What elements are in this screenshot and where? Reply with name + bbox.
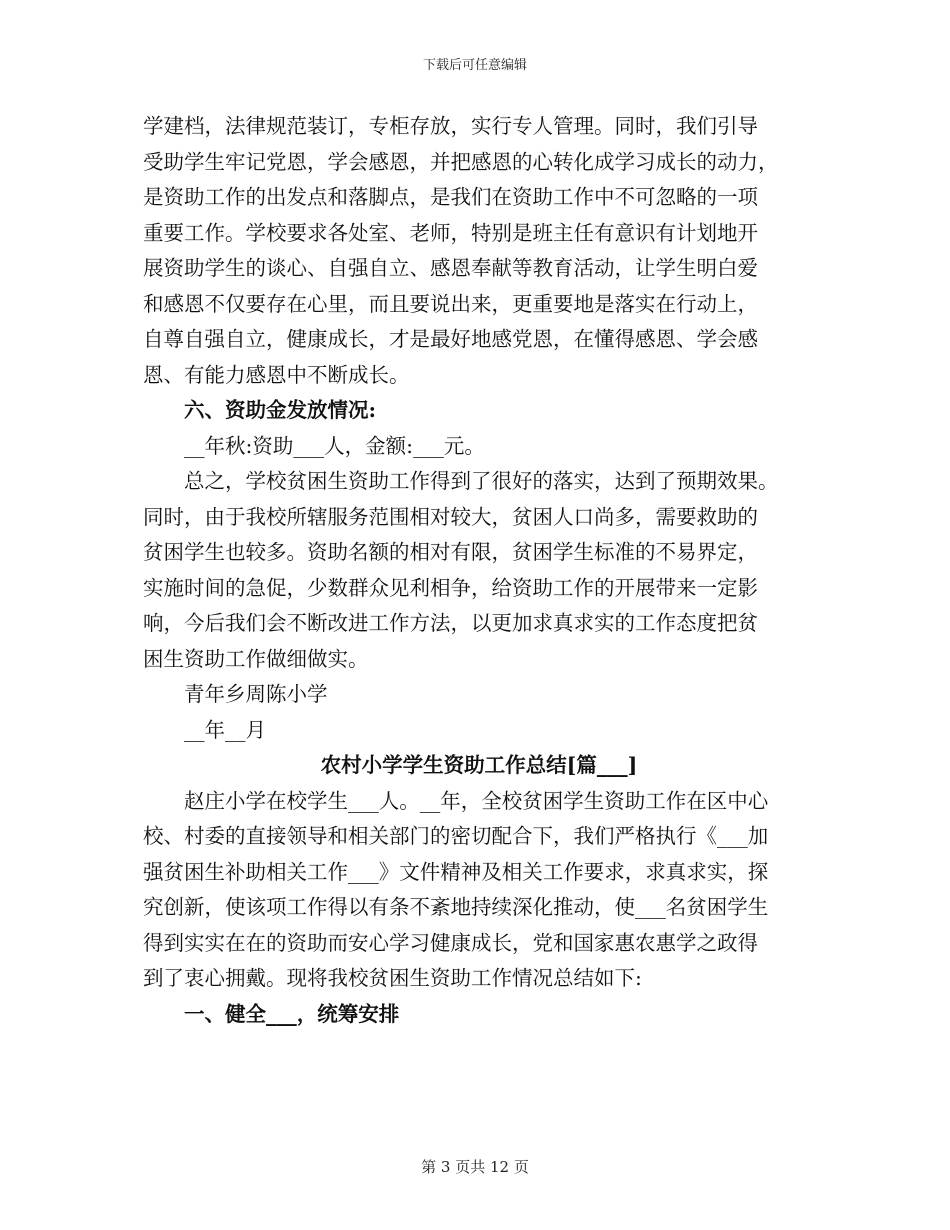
body-line: 同时，由于我校所辖服务范围相对较大，贫困人口尚多，需要救助的 — [143, 504, 758, 529]
section-heading: 六、资助金发放情况: — [184, 398, 377, 422]
body-line: 重要工作。学校要求各处室、老师，特别是班主任有意识有计划地开 — [143, 220, 758, 245]
document-body — [143, 109, 815, 1032]
section-heading: 一、健全___，统筹安排 — [184, 1001, 400, 1026]
document-title: 农村小学学生资助工作总结[篇___] — [320, 753, 638, 777]
body-line: 响，今后我们会不断改进工作方法，以更加求真求实的工作态度把贫 — [143, 611, 758, 635]
page-header: 下载后可任意编辑 — [422, 58, 527, 73]
signature-date: __年__月 — [184, 717, 266, 742]
body-line: 究创新，使该项工作得以有条不紊地持续深化推动，使___名贫困学生 — [143, 895, 769, 919]
body-line: 强贫困生补助相关工作___》文件精神及相关工作要求，求真求实，探 — [143, 859, 769, 884]
body-line: 受助学生牢记党恩，学会感恩，并把感恩的心转化成学习成长的动力， — [143, 149, 779, 174]
body-line: 校、村委的直接领导和相关部门的密切配合下，我们严格执行《___加 — [143, 824, 769, 848]
body-line: 困生资助工作做细做实。 — [143, 646, 369, 671]
body-line: __年秋:资助___人，金额:___元。 — [184, 433, 485, 458]
body-line: 恩、有能力感恩中不断成长。 — [143, 362, 410, 387]
body-line: 学建档，法律规范装订，专柜存放，实行专人管理。同时，我们引导 — [143, 114, 758, 138]
body-line: 贫困学生也较多。资助名额的相对有限，贫困学生标准的不易界定， — [143, 540, 758, 564]
body-line: 总之，学校贫困生资助工作得到了很好的落实，达到了预期效果。 — [184, 469, 779, 493]
signature-school: 青年乡周陈小学 — [184, 682, 328, 706]
body-line: 赵庄小学在校学生___人。__年，全校贫困学生资助工作在区中心 — [184, 788, 769, 813]
body-line: 展资助学生的谈心、自强自立、感恩奉献等教育活动，让学生明白爱 — [143, 256, 758, 280]
body-line: 自尊自强自立，健康成长，才是最好地感党恩，在懂得感恩、学会感 — [143, 327, 758, 351]
body-line: 得到实实在在的资助而安心学习健康成长，党和国家惠农惠学之政得 — [143, 930, 758, 955]
body-line: 和感恩不仅要存在心里，而且要说出来，更重要地是落实在行动上， — [143, 291, 758, 316]
body-line: 实施时间的急促，少数群众见利相争，给资助工作的开展带来一定影 — [143, 575, 758, 600]
body-line: 是资助工作的出发点和落脚点，是我们在资助工作中不可忽略的一项 — [143, 185, 758, 209]
page-footer: 第 3 页共 12 页 — [421, 1158, 529, 1176]
body-line: 到了衷心拥戴。现将我校贫困生资助工作情况总结如下: — [143, 966, 642, 990]
